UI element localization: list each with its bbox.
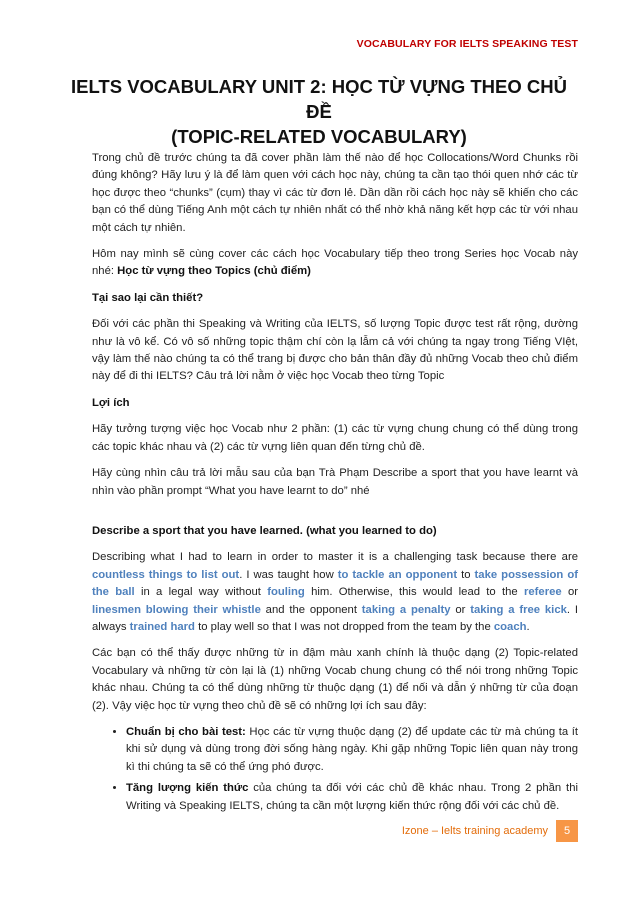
sample-answer xyxy=(92,549,578,636)
why-heading xyxy=(92,290,578,307)
vocab-term: coach xyxy=(493,620,527,633)
vocab-term: trained hard xyxy=(129,620,195,633)
series-topic: Học từ vựng theo Topics (chủ điểm) xyxy=(117,265,311,278)
bullet-bold: Chuẩn bị cho bài test: xyxy=(126,725,246,738)
benefits-heading-text: Lợi ích xyxy=(92,396,130,409)
benefits-paragraph-1: Hãy tưởng tượng việc học Vocab như 2 phần: (1) các từ vựng chung chung có thể dùng trong các topic khác nhau và (2) các từ vựng liên quan đến từng chủ đề. xyxy=(92,423,578,453)
benefits-list xyxy=(92,724,578,815)
sample-heading xyxy=(92,523,578,540)
sample-text: . I always xyxy=(92,603,578,633)
sample-text: or xyxy=(561,586,578,599)
section-spacer xyxy=(92,509,578,523)
sample-heading-text: Describe a sport that you have learned. (what you learned to do) xyxy=(92,524,437,537)
bullet-text: Học các từ vựng thuộc dạng (2) để update các từ mà chúng ta ít khi sử dụng và dùng trong đời sống hàng ngày. Khi gặp những Topic liên quan này trong kì thi chúng ta sẽ có thể ứng phó được. xyxy=(126,725,578,773)
page-title xyxy=(60,74,578,149)
bullet-text: của chúng ta đối với các chủ đề khác nhau. Trong 2 phần thi Writing và Speaking IELTS, chúng ta cần một lượng kiến thức rộng đối với các chủ đề. xyxy=(126,782,578,812)
sample-text: and the opponent xyxy=(260,603,362,616)
analysis-paragraph: Các bạn có thể thấy được những từ in đậm màu xanh chính là thuộc dạng (2) Topic-related Vocabulary và những từ còn lại là (1) những Vocab chung chung có thể nói trong những Topic khác nhau. Chúng ta có thể dùng những từ thuộc dạng (1) để nối và dẫn ý những từ của đoạn (2). Vậy việc học từ vựng theo chủ đề sẽ có những lợi ích sau đây: xyxy=(92,647,578,712)
sample-text: Describing what I had to learn in order to master it is a challenging task because there are xyxy=(92,551,578,564)
vocab-term: referee xyxy=(523,586,562,599)
title-line-1: IELTS VOCABULARY UNIT 2: HỌC TỪ VỰNG THEO CHỦ ĐỀ xyxy=(71,76,567,122)
sample-text: . I was taught how xyxy=(239,568,338,581)
why-paragraph: Đối với các phần thi Speaking và Writing của IELTS, số lượng Topic được test rất rộng, dường như là vô kể. Có vô số những topic thậm chí còn lạ lẫm cả với chúng ta ngay trong Tiếng VIệt, vậy làm thế nào chúng ta có thể trang bị được cho bản thân đầy đủ những Vocab theo chủ điểm này để đi thi IELTS? Câu trả lời nằm ở việc học Vocab theo từng Topic xyxy=(92,318,578,383)
vocab-term: taking a penalty xyxy=(361,603,451,616)
vocab-term: take possession of the ball xyxy=(92,568,578,599)
page-number: 5 xyxy=(556,820,578,842)
sample-text: or xyxy=(450,603,471,616)
sample-text: him. Otherwise, this would lead to the xyxy=(304,586,524,599)
series-text: Hôm nay mình sẽ cùng cover các cách học Vocabulary tiếp theo trong Series học Vocab này nhé: xyxy=(92,248,578,278)
vocab-term: fouling xyxy=(267,586,305,599)
footer-text: Izone – Ielts training academy xyxy=(401,825,548,837)
bullet-bold: Tăng lượng kiến thức xyxy=(126,782,249,795)
sample-text: to xyxy=(457,568,475,581)
vocab-term: to tackle an opponent xyxy=(337,568,458,581)
vocab-term: taking a free kick xyxy=(470,603,567,616)
intro-paragraph: Trong chủ đề trước chúng ta đã cover phần làm thế nào để học Collocations/Word Chunks rồi đúng không? Hãy lưu ý là để làm quen với cách học này, chúng ta cần tạo thói quen nhớ các từ học được theo “chunks” (cụm) thay vì các từ đơn lẻ. Dần dần rồi cách học này sẽ khiến cho các bạn có thể dùng Tiếng Anh một cách tự nhiên nhất có thể nhờ khả năng kết hợp các từ với nhau một cách tự nhiên. xyxy=(92,152,578,234)
list-item xyxy=(126,780,578,815)
why-heading-text: Tại sao lại cần thiết? xyxy=(92,291,204,304)
vocab-term: linesmen blowing their whistle xyxy=(92,603,261,616)
sample-text: . xyxy=(526,620,530,633)
benefits-heading xyxy=(92,395,578,412)
title-line-2: (TOPIC-RELATED VOCABULARY) xyxy=(171,126,467,147)
sample-text: to play well so that I was not dropped from the team by the xyxy=(194,620,494,633)
page-footer xyxy=(402,820,578,842)
document-body xyxy=(92,150,578,819)
running-header: VOCABULARY FOR IELTS SPEAKING TEST xyxy=(356,38,578,50)
series-paragraph xyxy=(92,246,578,281)
list-item xyxy=(126,724,578,776)
sample-text: in a legal way without xyxy=(134,586,268,599)
benefits-paragraph-2: Hãy cùng nhìn câu trả lời mẫu sau của bạn Trà Phạm Describe a sport that you have learnt và nhìn vào phần prompt “What you have learnt to do” nhé xyxy=(92,467,578,497)
vocab-term: countless things to list out xyxy=(92,568,240,581)
